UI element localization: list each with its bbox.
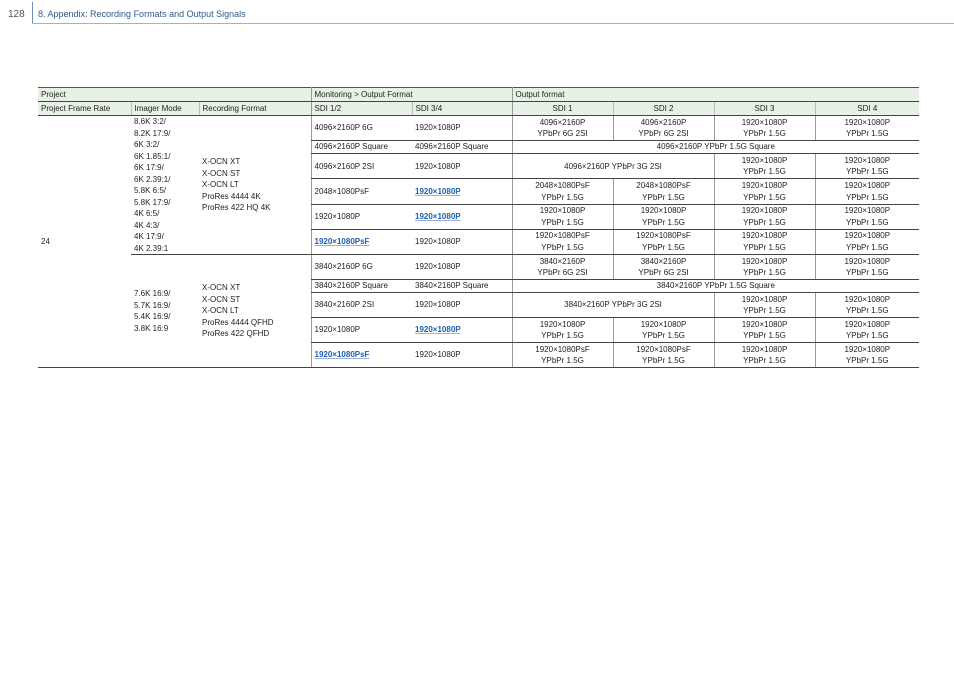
cell-line: 2048×1080PsF [636, 181, 691, 191]
sdi3-cell [714, 343, 815, 368]
column-header-sdi34: SDI 3/4 [412, 102, 512, 116]
cell-line: YPbPr 1.5G [743, 268, 786, 277]
recording-format: ProRes 422 HQ 4K [202, 203, 271, 213]
sdi3-cell [714, 154, 815, 179]
sdi4-cell [815, 116, 919, 141]
sdi4-cell [815, 179, 919, 204]
sdi12-cell: 3840×2160P 6G [311, 255, 412, 280]
cell-line: YPbPr 1.5G [642, 331, 685, 340]
cell-line: YPbPr 1.5G [642, 242, 685, 252]
sdi12-cell: 4096×2160P Square [311, 141, 412, 154]
cell-line: YPbPr 1.5G [541, 242, 584, 252]
cell-line: YPbPr 1.5G [642, 217, 685, 227]
cell-line: YPbPr 6G 2SI [537, 268, 588, 277]
cell-line: YPbPr 1.5G [743, 306, 786, 315]
sdi34-cell: 1920×1080P [412, 293, 512, 318]
sdi12-cell: 1920×1080P [311, 318, 412, 343]
column-header-recording-format: Recording Format [199, 102, 311, 116]
sdi2-cell [613, 318, 714, 343]
column-header-imager-mode: Imager Mode [131, 102, 199, 116]
all-sdi-output-cell: 4096×2160P YPbPr 1.5G Square [512, 141, 919, 154]
sdi12-cell [311, 229, 412, 254]
cell-line: 1920×1080P [741, 319, 788, 329]
cell-line: 1920×1080P [844, 117, 891, 127]
cell-line: 1920×1080P [741, 117, 788, 127]
imager-mode: 5.8K 6:5/ [134, 186, 167, 195]
cell-line: 1920×1080P [844, 181, 891, 191]
cell-line: YPbPr 1.5G [845, 192, 889, 202]
cell-line: 1920×1080P [844, 344, 891, 354]
cell-line: 1920×1080PsF [636, 344, 691, 354]
cell-line: YPbPr 1.5G [845, 268, 889, 277]
sdi34-cell [412, 204, 512, 229]
cell-line: 1920×1080P [844, 155, 891, 165]
recording-format: ProRes 4444 QFHD [202, 317, 274, 327]
cell-line: 1920×1080P [741, 181, 788, 191]
imager-mode-cell [131, 116, 199, 255]
sdi1-cell [512, 229, 613, 254]
monitoring-group-header: Monitoring > Output Format [311, 88, 512, 102]
recording-format-cell [199, 255, 311, 368]
header-rule [32, 23, 954, 24]
imager-mode: 8.2K 17:9/ [134, 128, 171, 138]
sdi12-cell: 2048×1080PsF [311, 179, 412, 204]
sdi12-cell [311, 343, 412, 368]
column-header-row [38, 102, 919, 116]
table-row [38, 116, 919, 141]
imager-mode: 6K 1.85:1/ [134, 151, 171, 161]
imager-mode: 5.7K 16:9/ [134, 300, 171, 310]
recording-format: X-OCN ST [202, 294, 241, 304]
recording-format: X-OCN XT [202, 157, 241, 167]
sdi12-cell: 3840×2160P 2SI [311, 293, 412, 318]
imager-mode: 4K 17:9/ [134, 232, 164, 241]
cell-line: YPbPr 1.5G [743, 356, 786, 365]
sdi2-cell [613, 204, 714, 229]
imager-mode: 8.6K 3:2/ [134, 117, 167, 126]
page-number: 128 [8, 9, 25, 20]
imager-mode-cell [131, 255, 199, 368]
recording-format: ProRes 4444 4K [202, 191, 261, 201]
table-row [38, 255, 919, 280]
sdi34-link[interactable]: 1920×1080P [415, 325, 461, 335]
sdi34-cell: 1920×1080P [412, 116, 512, 141]
column-header-sdi3: SDI 3 [714, 102, 815, 116]
page-header [0, 0, 954, 24]
imager-mode: 5.4K 16:9/ [134, 312, 171, 321]
cell-line: YPbPr 1.5G [743, 217, 786, 227]
sdi1-cell [512, 318, 613, 343]
cell-line: YPbPr 1.5G [541, 356, 584, 365]
sdi4-cell [815, 255, 919, 280]
sdi34-cell: 1920×1080P [412, 255, 512, 280]
cell-line: 1920×1080P [741, 344, 788, 354]
recording-format-cell [199, 116, 311, 255]
cell-line: YPbPr 1.5G [743, 331, 786, 340]
all-sdi-output-cell: 3840×2160P YPbPr 1.5G Square [512, 280, 919, 293]
sdi4-cell [815, 343, 919, 368]
cell-line: YPbPr 1.5G [743, 167, 786, 177]
cell-line: 1920×1080P [844, 294, 891, 304]
recording-format: X-OCN ST [202, 168, 241, 178]
cell-line: 3840×2160P [640, 256, 687, 266]
cell-line: 1920×1080PsF [636, 231, 691, 241]
column-header-sdi2: SDI 2 [613, 102, 714, 116]
sdi34-cell [412, 318, 512, 343]
sdi12-cell: 4096×2160P 6G [311, 116, 412, 141]
imager-mode: 4K 6:5/ [134, 209, 160, 218]
sdi3-cell [714, 204, 815, 229]
sdi3-cell [714, 255, 815, 280]
sdi12-cell: 1920×1080P [311, 204, 412, 229]
column-header-sdi4: SDI 4 [815, 102, 919, 116]
cell-line: YPbPr 1.5G [743, 192, 786, 202]
column-header-sdi1: SDI 1 [512, 102, 613, 116]
imager-mode: 6K 17:9/ [134, 163, 164, 172]
sdi12-output-cell: 4096×2160P YPbPr 3G 2SI [512, 154, 714, 179]
cell-line: YPbPr 1.5G [845, 167, 889, 177]
sdi2-cell [613, 179, 714, 204]
recording-format: X-OCN LT [202, 180, 239, 190]
imager-mode: 6K 3:2/ [134, 140, 160, 149]
cell-line: YPbPr 6G 2SI [638, 268, 689, 277]
cell-line: 1920×1080PsF [535, 231, 590, 241]
cell-line: 1920×1080P [844, 256, 891, 266]
cell-line: YPbPr 6G 2SI [638, 129, 689, 139]
section-title: 8. Appendix: Recording Formats and Output Signals [38, 9, 246, 19]
cell-line: YPbPr 1.5G [845, 129, 889, 139]
cell-line: 1920×1080P [844, 206, 891, 216]
cell-line: YPbPr 1.5G [845, 306, 889, 315]
cell-line: YPbPr 1.5G [845, 242, 889, 252]
sdi2-cell [613, 343, 714, 368]
cell-line: 1920×1080P [741, 231, 788, 241]
cell-line: 3840×2160P [539, 256, 586, 266]
cell-line: YPbPr 1.5G [845, 331, 889, 340]
sdi4-cell [815, 204, 919, 229]
recording-format: X-OCN XT [202, 283, 241, 293]
column-header-sdi12: SDI 1/2 [311, 102, 412, 116]
cell-line: YPbPr 1.5G [541, 192, 584, 202]
cell-line: 1920×1080P [640, 319, 687, 329]
cell-line: 1920×1080P [741, 155, 788, 165]
cell-line: 4096×2160P [640, 117, 687, 127]
cell-line: 4096×2160P [539, 117, 586, 127]
sdi1-cell [512, 255, 613, 280]
imager-mode: 7.6K 16:9/ [134, 289, 171, 298]
cell-line: 1920×1080P [539, 206, 586, 216]
imager-mode: 6K 2.39:1/ [134, 174, 171, 184]
column-header-frame-rate: Project Frame Rate [38, 102, 131, 116]
cell-line: YPbPr 1.5G [541, 217, 584, 227]
cell-line: YPbPr 1.5G [845, 356, 889, 365]
sdi3-cell [714, 229, 815, 254]
sdi34-cell [412, 179, 512, 204]
header-separator [32, 2, 33, 24]
recording-format: X-OCN LT [202, 306, 239, 316]
sdi34-cell: 3840×2160P Square [412, 280, 512, 293]
sdi34-link[interactable]: 1920×1080P [415, 186, 461, 196]
sdi4-cell [815, 229, 919, 254]
sdi1-cell [512, 343, 613, 368]
sdi34-cell: 4096×2160P Square [412, 141, 512, 154]
sdi2-cell [613, 229, 714, 254]
cell-line: 1920×1080P [741, 206, 788, 216]
imager-mode: 3.8K 16:9 [134, 323, 169, 333]
sdi2-cell [613, 255, 714, 280]
sdi12-cell: 3840×2160P Square [311, 280, 412, 293]
project-group-header: Project [38, 88, 311, 102]
frame-rate-cell: 24 [38, 116, 131, 368]
cell-line: YPbPr 1.5G [642, 192, 685, 202]
imager-mode: 4K 2.39:1 [134, 243, 169, 253]
output-format-table [38, 87, 919, 368]
sdi3-cell [714, 293, 815, 318]
sdi12-link[interactable]: 1920×1080PsF [314, 350, 370, 360]
sdi34-cell: 1920×1080P [412, 343, 512, 368]
sdi12-link[interactable]: 1920×1080PsF [314, 237, 370, 247]
cell-line: YPbPr 1.5G [642, 356, 685, 365]
sdi1-cell [512, 179, 613, 204]
recording-format: ProRes 422 QFHD [202, 329, 270, 339]
imager-mode: 5.8K 17:9/ [134, 197, 171, 207]
sdi3-cell [714, 179, 815, 204]
sdi2-cell [613, 116, 714, 141]
imager-mode: 4K 4:3/ [134, 220, 160, 230]
sdi1-cell [512, 116, 613, 141]
cell-line: 2048×1080PsF [535, 181, 590, 191]
sdi4-cell [815, 318, 919, 343]
cell-line: YPbPr 1.5G [743, 242, 786, 252]
cell-line: YPbPr 1.5G [743, 129, 786, 139]
group-header-row [38, 88, 919, 102]
cell-line: 1920×1080P [741, 294, 788, 304]
sdi3-cell [714, 116, 815, 141]
sdi4-cell [815, 154, 919, 179]
sdi12-cell: 4096×2160P 2SI [311, 154, 412, 179]
cell-line: YPbPr 6G 2SI [537, 129, 588, 139]
sdi4-cell [815, 293, 919, 318]
cell-line: YPbPr 1.5G [845, 217, 889, 227]
sdi12-output-cell: 3840×2160P YPbPr 3G 2SI [512, 293, 714, 318]
cell-line: 1920×1080P [741, 256, 788, 266]
sdi34-cell: 1920×1080P [412, 229, 512, 254]
cell-line: 1920×1080PsF [535, 344, 590, 354]
cell-line: 1920×1080P [844, 231, 891, 241]
cell-line: YPbPr 1.5G [541, 331, 584, 340]
sdi34-link[interactable]: 1920×1080P [415, 211, 461, 221]
sdi1-cell [512, 204, 613, 229]
sdi34-cell: 1920×1080P [412, 154, 512, 179]
cell-line: 1920×1080P [539, 319, 586, 329]
cell-line: 1920×1080P [844, 319, 891, 329]
output-group-header: Output format [512, 88, 919, 102]
cell-line: 1920×1080P [640, 206, 687, 216]
sdi3-cell [714, 318, 815, 343]
